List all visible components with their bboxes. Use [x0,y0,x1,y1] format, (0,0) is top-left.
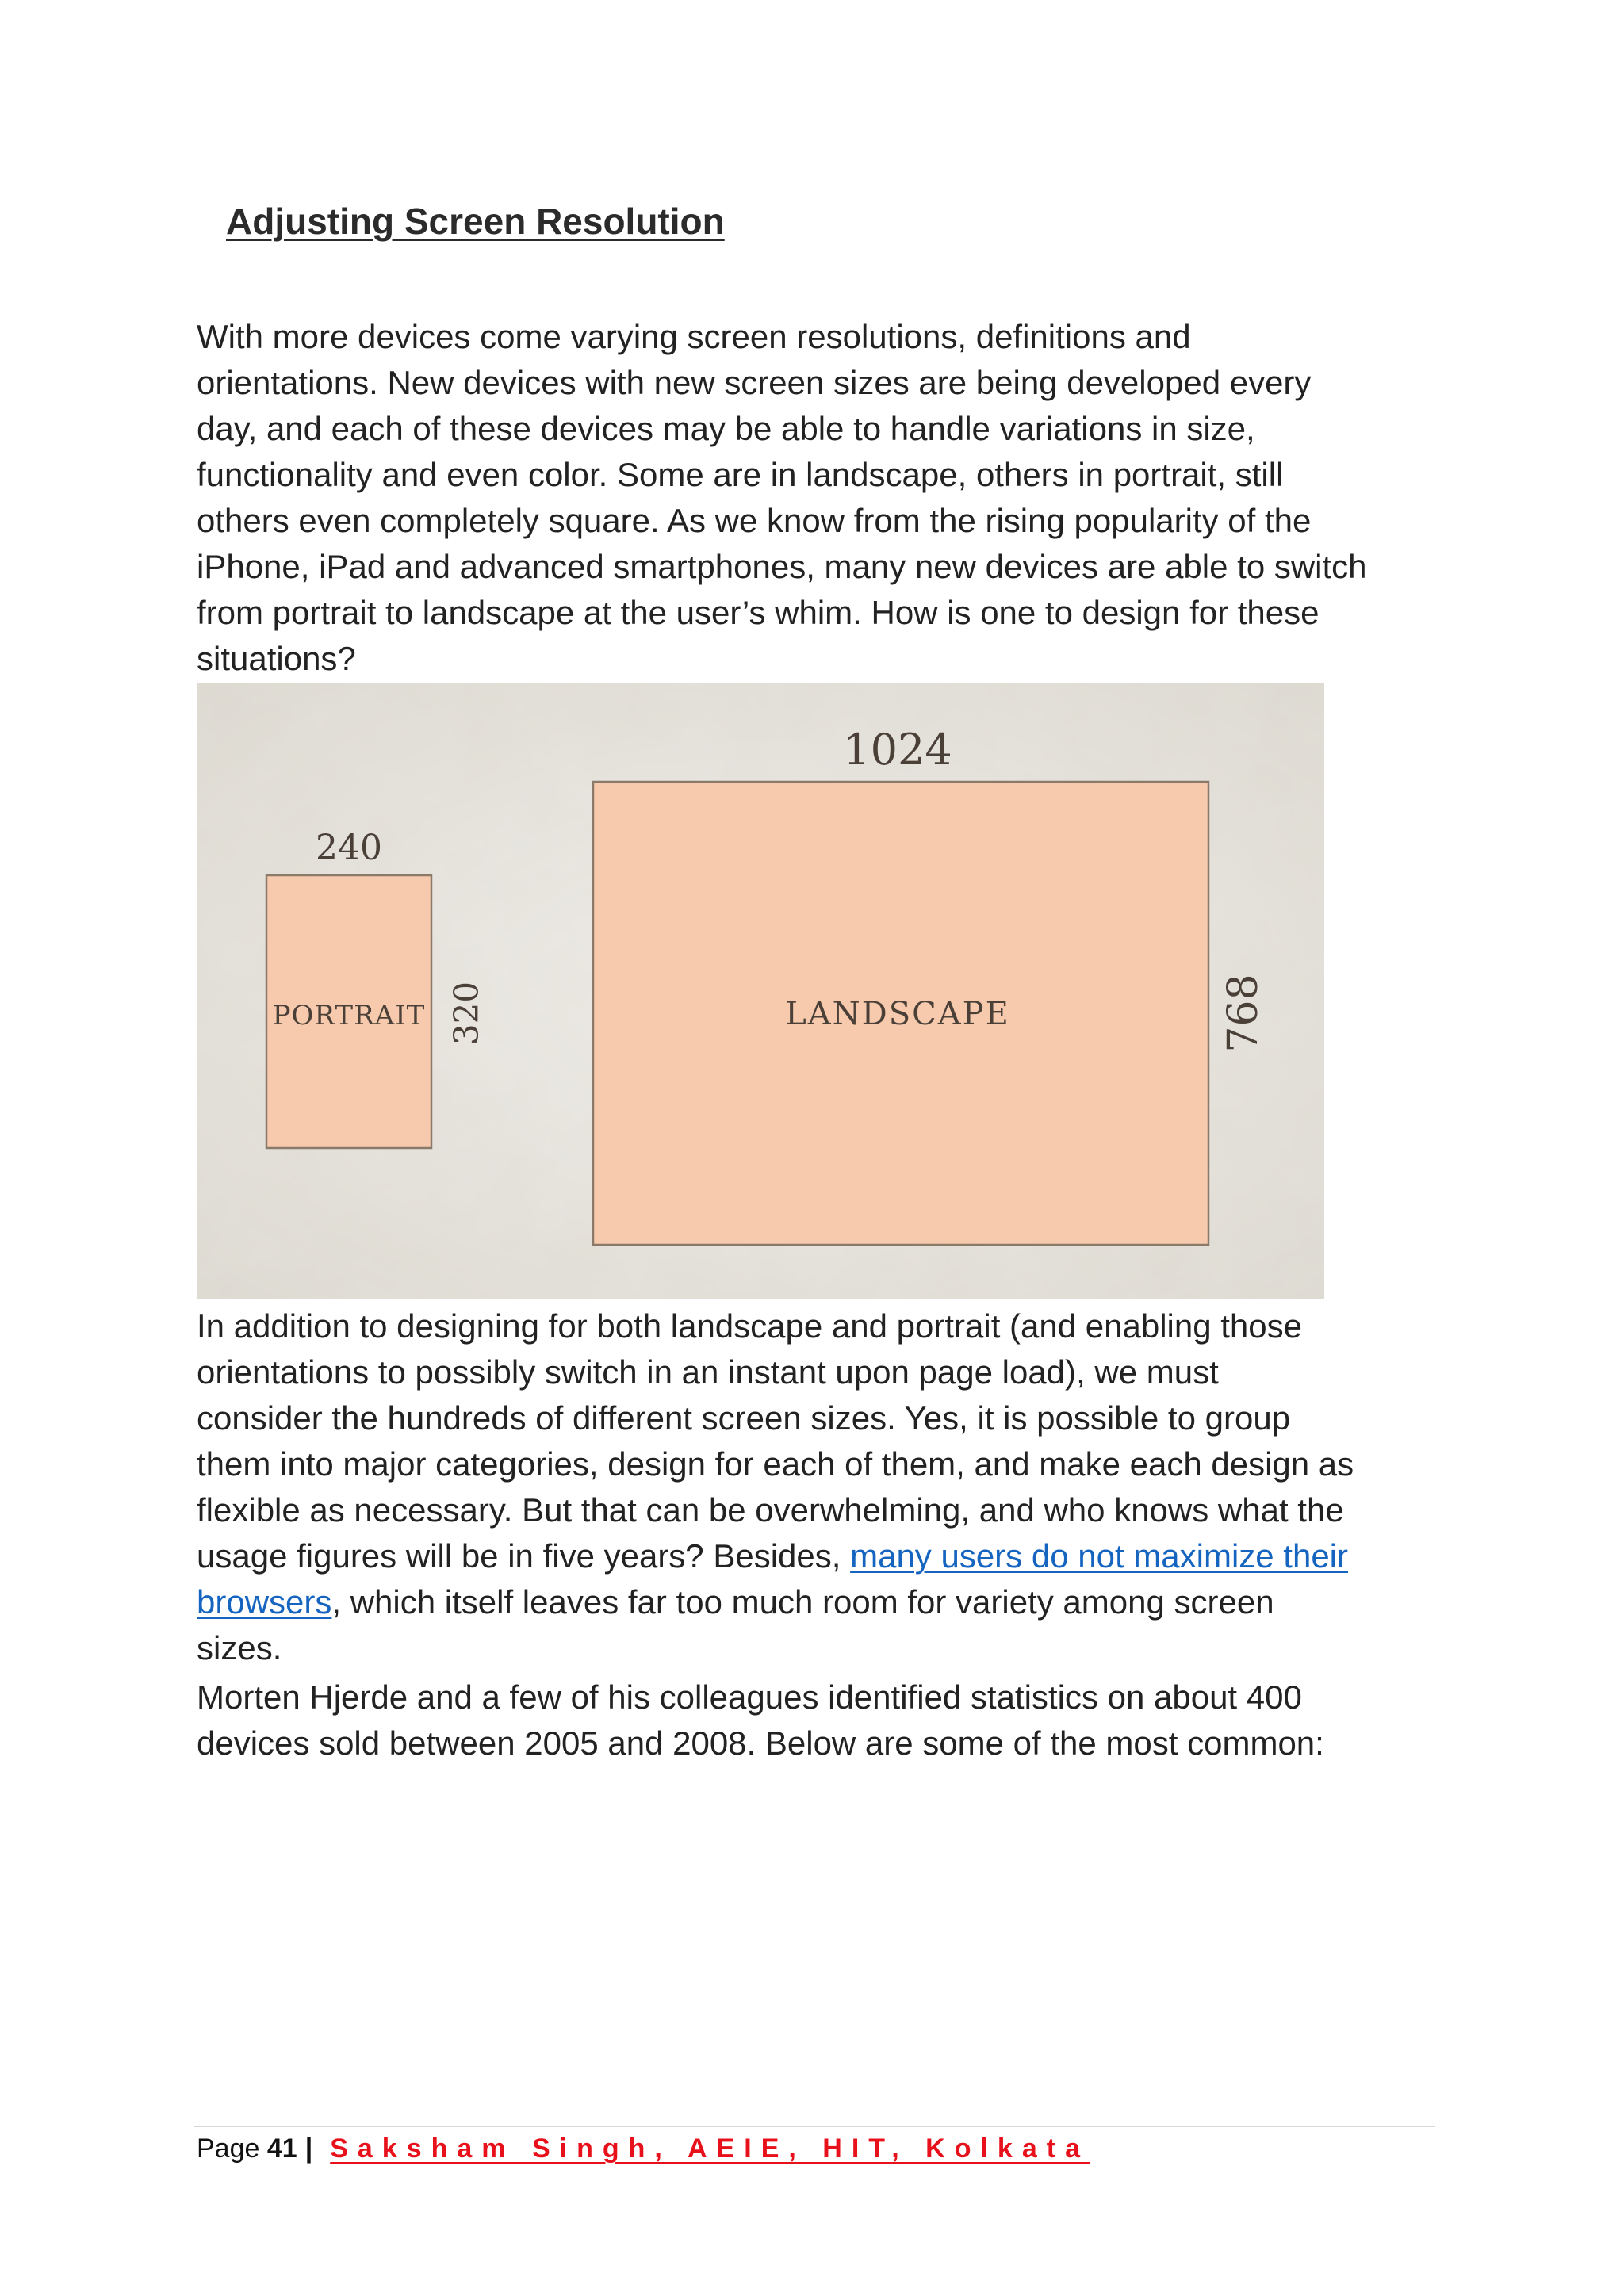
landscape-height-label: 768 [1220,974,1267,1053]
paragraph-line: flexible as necessary. But that can be overwhelming, and who knows what the [197,1491,1344,1529]
paragraph-line: consider the hundreds of different screen sizes. Yes, it is possible to group [197,1399,1291,1437]
browser-maximize-link[interactable]: many users do not maximize their [850,1537,1349,1575]
page-footer [197,2131,1090,2166]
paragraph-line: orientations to possibly switch in an instant upon page load), we must [197,1353,1219,1391]
design-paragraph [197,1303,1354,1671]
paragraph-line: day, and each of these devices may be able to handle variations in size, [197,410,1255,447]
paragraph-line: them into major categories, design for each of them, and make each design as [197,1445,1354,1483]
paragraph-line: Morten Hjerde and a few of his colleagues identified statistics on about 400 [197,1678,1302,1716]
orientation-figure [197,683,1324,1299]
page-number: 41 [266,2133,297,2164]
browser-maximize-link-continued[interactable]: browsers [197,1583,332,1621]
link-trail-text: , which itself leaves far too much room for variety among screen [331,1583,1274,1621]
paragraph-line: functionality and even color. Some are in landscape, others in portrait, still [197,456,1284,493]
footer-author: Saksham Singh, AEIE, HIT, Kolkata [330,2133,1090,2164]
paragraph-line: orientations. New devices with new screen sizes are being developed every [197,364,1312,401]
page-label: Page [197,2133,267,2164]
paragraph-line: others even completely square. As we know from the rising popularity of the [197,502,1312,539]
link-lead-text: usage figures will be in five years? Besides, [197,1537,851,1575]
paragraph-line: With more devices come varying screen resolutions, definitions and [197,318,1191,355]
paragraph-line: iPhone, iPad and advanced smartphones, many new devices are able to switch [197,548,1367,585]
paragraph-line-with-link [197,1533,1354,1579]
footer-separator: | [304,2133,313,2164]
paragraph-line: devices sold between 2005 and 2008. Below are some of the most common: [197,1724,1324,1762]
portrait-width-label: 240 [316,828,382,868]
paragraph-line: In addition to designing for both landscape and portrait (and enabling those [197,1307,1302,1345]
intro-paragraph [197,314,1367,682]
paragraph-line: situations? [197,640,356,677]
footer-divider [194,2126,1435,2127]
portrait-label: PORTRAIT [272,1000,426,1031]
statistics-paragraph [197,1674,1324,1766]
section-heading: Adjusting Screen Resolution [226,201,725,242]
portrait-height-label: 320 [446,981,486,1046]
paragraph-line-with-link [197,1579,1354,1625]
landscape-width-label: 1024 [843,725,952,775]
paragraph-line: sizes. [197,1629,282,1667]
paragraph-line: from portrait to landscape at the user’s whim. How is one to design for these [197,594,1320,631]
orientation-diagram [197,683,1324,1299]
landscape-label: LANDSCAPE [785,996,1010,1032]
